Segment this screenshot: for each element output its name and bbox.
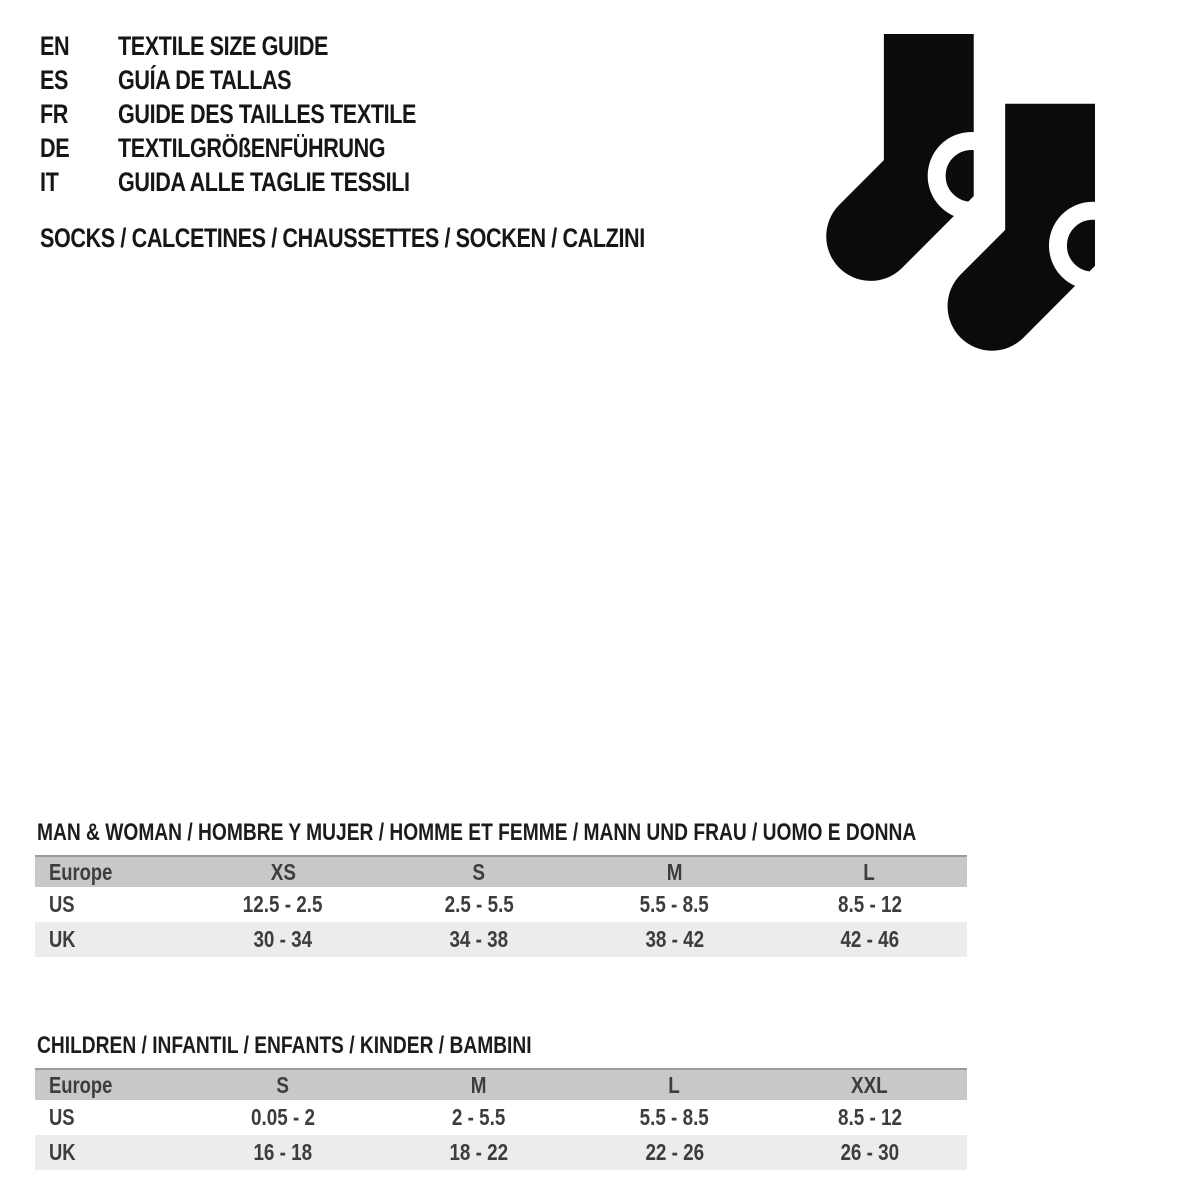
language-row-en xyxy=(40,29,491,63)
size-cell: 8.5 - 12 xyxy=(837,891,902,917)
size-cell: 42 - 46 xyxy=(772,922,967,957)
row-label-us: US xyxy=(49,1104,75,1130)
size-cell: 5.5 - 8.5 xyxy=(639,1104,710,1130)
size-cell: 30 - 34 xyxy=(185,922,381,957)
guide-title-es: GUÍA DE TALLAS xyxy=(118,65,292,95)
childrens-uk-row xyxy=(35,1135,967,1170)
childrens-table-header-row xyxy=(35,1069,967,1100)
header-cell-l: L xyxy=(577,1069,772,1100)
size-cell: 34 - 38 xyxy=(381,922,577,957)
header-cell-m: M xyxy=(577,856,772,887)
row-label-uk: UK xyxy=(35,922,185,957)
language-row-fr xyxy=(40,97,491,131)
mens-us-row xyxy=(35,887,967,922)
row-label-us: US xyxy=(49,891,75,917)
socks-icon xyxy=(812,34,1104,356)
header-cell-europe: Europe xyxy=(35,856,185,887)
row-label-uk: UK xyxy=(35,1135,185,1170)
size-cell: 5.5 - 8.5 xyxy=(639,891,710,917)
language-row-it xyxy=(40,165,491,199)
size-cell: 2.5 - 5.5 xyxy=(444,891,514,917)
header-cell-s: S xyxy=(185,1069,381,1100)
size-cell: 0.05 - 2 xyxy=(251,1104,315,1130)
guide-title-fr: GUIDE DES TAILLES TEXTILE xyxy=(118,99,417,129)
mens-size-table xyxy=(35,855,967,957)
size-cell: 8.5 - 12 xyxy=(837,1104,902,1130)
header-cell-xxl: XXL xyxy=(772,1069,967,1100)
language-code-es: ES xyxy=(40,65,69,95)
language-row-de xyxy=(40,131,491,165)
language-code-fr: FR xyxy=(40,99,68,129)
mens-uk-row xyxy=(35,922,967,957)
childrens-size-table xyxy=(35,1068,967,1170)
language-code-it: IT xyxy=(40,167,59,197)
size-cell: 18 - 22 xyxy=(381,1135,577,1170)
size-cell: 12.5 - 2.5 xyxy=(243,891,323,917)
language-code-en: EN xyxy=(40,31,70,61)
product-category-line: SOCKS / CALCETINES / CHAUSSETTES / SOCKEN / CALZINI xyxy=(40,223,645,253)
header-cell-europe: Europe xyxy=(35,1069,185,1100)
guide-title-en: TEXTILE SIZE GUIDE xyxy=(118,31,329,61)
language-row-es xyxy=(40,63,491,97)
childrens-us-row xyxy=(35,1100,967,1135)
guide-title-de: TEXTILGRÖßENFÜHRUNG xyxy=(118,133,386,163)
header-cell-xs: XS xyxy=(185,856,381,887)
mens-table-header-row xyxy=(35,856,967,887)
header-cell-s: S xyxy=(381,856,577,887)
size-cell: 26 - 30 xyxy=(772,1135,967,1170)
mens-table-title: MAN & WOMAN / HOMBRE Y MUJER / HOMME ET FEMME / MANN UND FRAU / UOMO E DONNA xyxy=(37,819,917,846)
language-code-de: DE xyxy=(40,133,70,163)
size-cell: 22 - 26 xyxy=(577,1135,772,1170)
childrens-table-title: CHILDREN / INFANTIL / ENFANTS / KINDER / BAMBINI xyxy=(37,1032,532,1059)
size-cell: 2 - 5.5 xyxy=(452,1104,506,1130)
size-cell: 16 - 18 xyxy=(185,1135,381,1170)
header-cell-m: M xyxy=(381,1069,577,1100)
header-cell-l: L xyxy=(772,856,967,887)
size-cell: 38 - 42 xyxy=(577,922,772,957)
guide-title-it: GUIDA ALLE TAGLIE TESSILI xyxy=(118,167,410,197)
language-title-list xyxy=(40,29,491,199)
